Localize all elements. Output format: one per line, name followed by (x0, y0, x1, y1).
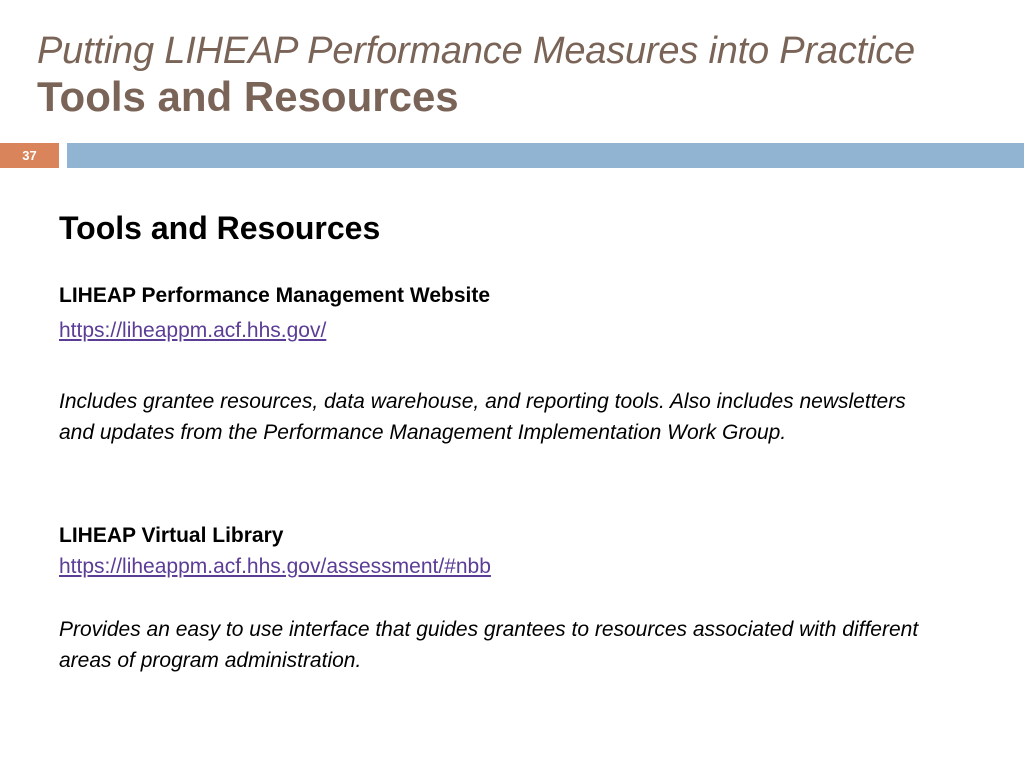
slide-number-text: 37 (22, 148, 37, 163)
resource-description-performance-website: Includes grantee resources, data warehouse, and reporting tools. Also includes newsletters and updates from the Performance Management Implementation Work Group. (59, 390, 906, 444)
link-virtual-library[interactable]: https://liheappm.acf.hhs.gov/assessment/#nbb (59, 555, 491, 578)
header-divider-bar (67, 143, 1024, 168)
slide-title: Tools and Resources (37, 73, 459, 120)
content-heading: Tools and Resources (59, 210, 381, 246)
resource-description-virtual-library: Provides an easy to use interface that guides grantees to resources associated with different areas of program administration. (59, 618, 919, 672)
resource-label-performance-website: LIHEAP Performance Management Website (59, 284, 491, 307)
resource-label-virtual-library: LIHEAP Virtual Library (59, 524, 284, 547)
slide-subtitle: Putting LIHEAP Performance Measures into Practice (37, 30, 915, 72)
slide-number-badge (0, 143, 59, 168)
content-area (59, 206, 959, 672)
link-performance-website[interactable]: https://liheappm.acf.hhs.gov/ (59, 319, 327, 342)
